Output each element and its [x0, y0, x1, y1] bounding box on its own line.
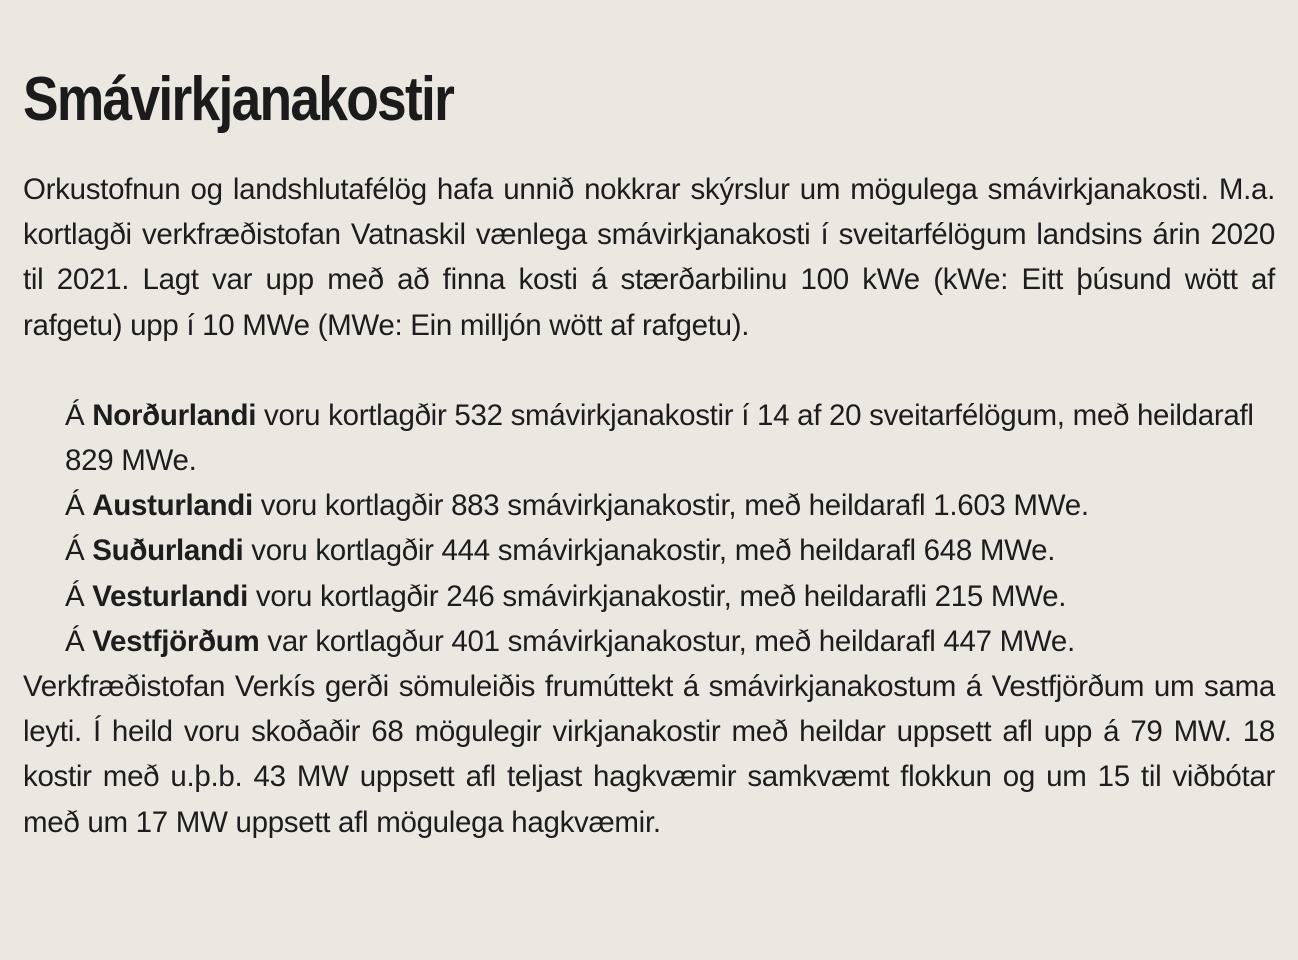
region-name: Suðurlandi: [92, 534, 244, 568]
region-prefix: Á: [65, 534, 93, 568]
region-name: Vesturlandi: [92, 579, 249, 613]
paragraph-gap: [23, 348, 1275, 393]
region-name: Austurlandi: [92, 489, 253, 523]
intro-paragraph: Orkustofnun og landshlutafélög hafa unnið nokkrar skýrslur um mögulega smávirkjanakosti. M.a. kortlagði verkfræðistofan Vatnaskil vænlega smávirkjanakosti í sveitarfélögum landsins árin 2020 til 2021. Lagt var upp með að finna kosti á stærðarbilinu 100 kWe (kWe: Eitt þúsund wött af rafgetu) upp í 10 MWe (MWe: Ein milljón wött af rafgetu).: [23, 173, 1275, 342]
article-title: Smávirkjanakostir: [23, 65, 454, 134]
region-name: Norðurlandi: [92, 398, 257, 432]
region-item-nordurland: [65, 393, 1275, 483]
region-prefix: Á: [65, 398, 93, 432]
region-text: voru kortlagðir 444 smávirkjanakostir, með heildarafl 648 MWe.: [243, 534, 1056, 568]
region-prefix: Á: [65, 624, 93, 658]
article-body: [23, 167, 1275, 845]
conclusion-paragraph: Verkfræðistofan Verkís gerði sömuleiðis frumúttekt á smávirkjanakostum á Vestfjörðum um sama leyti. Í heild voru skoðaðir 68 mögulegir virkjanakostir með heildar uppsett afl upp á 79 MW. 18 kostir með u.þ.b. 43 MW uppsett afl teljast hagkvæmir samkvæmt flokkun og um 15 til viðbótar með um 17 MW uppsett afl mögulega hagkvæmir.: [23, 670, 1275, 839]
region-text: var kortlagður 401 smávirkjanakostur, með heildarafl 447 MWe.: [259, 624, 1075, 658]
region-prefix: Á: [65, 489, 93, 523]
region-text: voru kortlagðir 532 smávirkjanakostir í 14 af 20 sveitarfélögum, með heildarafl 829 MWe.: [65, 398, 1254, 478]
region-item-austurland: [65, 483, 1275, 528]
region-text: voru kortlagðir 246 smávirkjanakostir, með heildarafli 215 MWe.: [248, 579, 1067, 613]
region-item-vesturland: [65, 574, 1275, 619]
region-list: [23, 393, 1275, 664]
region-name: Vestfjörðum: [92, 624, 260, 658]
region-item-sudurland: [65, 528, 1275, 573]
region-item-vestfirdir: [65, 619, 1275, 664]
region-prefix: Á: [65, 579, 93, 613]
region-text: voru kortlagðir 883 smávirkjanakostir, með heildarafl 1.603 MWe.: [252, 489, 1089, 523]
